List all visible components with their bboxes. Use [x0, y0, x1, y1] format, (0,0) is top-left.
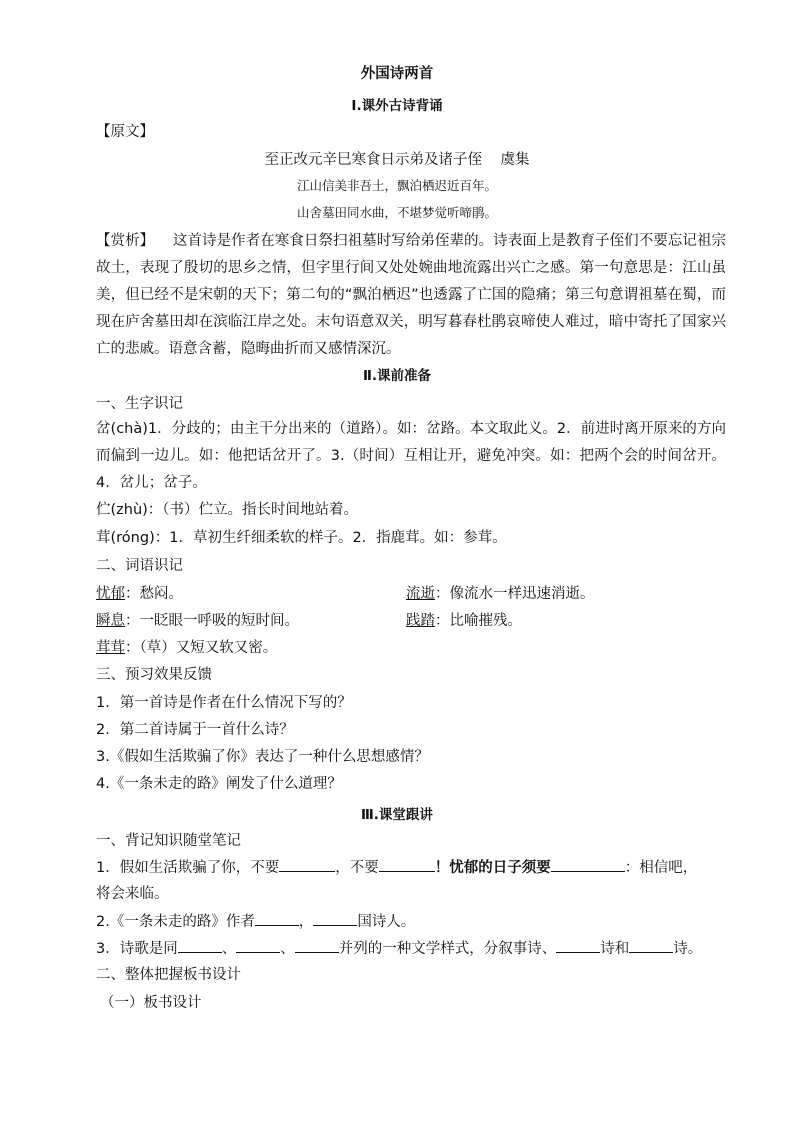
- fill-blank-2: [96, 911, 415, 932]
- word-item: [406, 584, 595, 604]
- word-term: 践踏: [406, 613, 435, 629]
- appreciation-label: 【赏析】: [96, 233, 155, 249]
- word-def: ：像流水一样迅速消逝。: [435, 586, 595, 602]
- word-term: 流逝: [406, 586, 435, 602]
- page-title: 外国诗两首: [360, 66, 434, 82]
- fill-text: 3．诗歌是同: [96, 941, 178, 957]
- vocab-zhu: 伫(zhù)：（书）伫立。指长时间地站着。: [96, 502, 359, 518]
- word-def: ：（草）又短又软又密。: [125, 640, 278, 656]
- vocab-heading: 一、生字识记: [96, 396, 183, 412]
- fill-text: 国诗人。: [357, 914, 416, 930]
- blank-field[interactable]: [629, 938, 673, 953]
- board-heading: 二、整体把握板书设计: [96, 967, 241, 983]
- question-4: 4.《一条未走的路》阐发了什么道理？: [96, 776, 342, 792]
- word-def: ：比喻摧残。: [435, 613, 522, 629]
- blank-field[interactable]: [279, 857, 335, 872]
- fill-text: 并列的一种文学样式，分叙事诗、: [338, 941, 557, 957]
- poem-title: 至正改元辛巳寒食日示弟及诸子侄: [264, 152, 483, 168]
- appreciation-text: 这首诗是作者在寒食日祭扫祖墓时写给弟侄辈的。诗表面上是教育子侄们不要忘记祖宗故土，表现了殷切的思乡之情，但字里行间又处处婉曲地流露出兴亡之感。第一句意思是：江山虽美，但已经不是宋朝的天下；第二句的“飘泊栖迟”也透露了亡国的隐痛；第三句意谓祖墓在蜀，而现在庐舍墓田却在滨临江岸之处。末句语意双关，明写暮春杜鹃哀啼使人难过，暗中寄托了国家兴亡的悲戚。语意含蓄，隐晦曲折而又感情深沉。: [96, 233, 727, 357]
- vocab-cha: 岔(chà)1．分歧的；由主干分出来的（道路）。如：岔路。本文取此义。2．前进时离开原来的方向而偏到一边儿。如：他把话岔开了。3.（时间）互相让开，避免冲突。如：把两个会的时间岔开。4．岔儿；岔子。: [96, 421, 726, 491]
- blank-field[interactable]: [313, 911, 357, 926]
- fill-text: 诗和: [600, 941, 630, 957]
- blank-field[interactable]: [236, 938, 280, 953]
- word-item: [96, 638, 277, 658]
- section-1-heading: Ⅰ.课外古诗背诵: [351, 98, 443, 114]
- fill-text: ：相信吧，: [624, 860, 698, 876]
- poem-line-2: 山舍墓田同水曲，不堪梦觉听啼鹃。: [296, 205, 497, 220]
- fill-blank-3: [96, 938, 702, 959]
- blank-field[interactable]: [295, 938, 339, 953]
- vocab-rong: 茸(róng)：1．草初生纤细柔软的样子。2．指鹿茸。如：参茸。: [96, 530, 507, 546]
- original-label: 【原文】: [96, 124, 154, 140]
- fill-text: ！忧郁的日子须要: [434, 860, 551, 876]
- fill-text: 2.《一条未走的路》作者: [96, 914, 255, 930]
- question-1: 1．第一首诗是作者在什么情况下写的？: [96, 695, 352, 711]
- word-term: 瞬息: [96, 613, 125, 629]
- blank-field[interactable]: [551, 857, 625, 872]
- fill-blank-1-cont: 将会来临。: [96, 886, 169, 902]
- question-2: 2．第二首诗属于一首什么诗？: [96, 722, 294, 738]
- fill-text: 诗。: [673, 941, 703, 957]
- blank-field[interactable]: [379, 857, 435, 872]
- fill-text: 、: [221, 941, 237, 957]
- poem-line-1: 江山信美非吾土，飘泊栖迟近百年。: [296, 178, 497, 193]
- words-heading: 二、词语识记: [96, 558, 183, 574]
- word-item: [96, 611, 299, 631]
- fill-text: 1．假如生活欺骗了你，不要: [96, 860, 280, 876]
- section-2-heading: Ⅱ.课前准备: [362, 368, 432, 384]
- word-term: 忧郁: [96, 586, 125, 602]
- section-3-heading: Ⅲ.课堂跟讲: [361, 807, 433, 823]
- board-subheading: （一）板书设计: [100, 995, 202, 1011]
- word-item: [96, 584, 183, 604]
- question-3: 3.《假如生活欺骗了你》表达了一种什么思想感情？: [96, 749, 429, 765]
- poem-title-line: [0, 148, 794, 169]
- fill-blank-1: [96, 857, 697, 878]
- word-term: 茸茸: [96, 640, 125, 656]
- word-def: ：愁闷。: [125, 586, 183, 602]
- notes-heading: 一、背记知识随堂笔记: [96, 833, 241, 849]
- fill-text: ，不要: [335, 860, 379, 876]
- blank-field[interactable]: [556, 938, 600, 953]
- appreciation-paragraph: [96, 228, 726, 363]
- word-item: [406, 611, 522, 631]
- fill-text: 、: [280, 941, 295, 957]
- blank-field[interactable]: [178, 938, 222, 953]
- word-def: ：一眨眼一呼吸的短时间。: [125, 613, 299, 629]
- fill-text: ，: [298, 914, 314, 930]
- feedback-heading: 三、预习效果反馈: [96, 667, 212, 683]
- poem-author: 虞集: [500, 152, 530, 168]
- blank-field[interactable]: [255, 911, 299, 926]
